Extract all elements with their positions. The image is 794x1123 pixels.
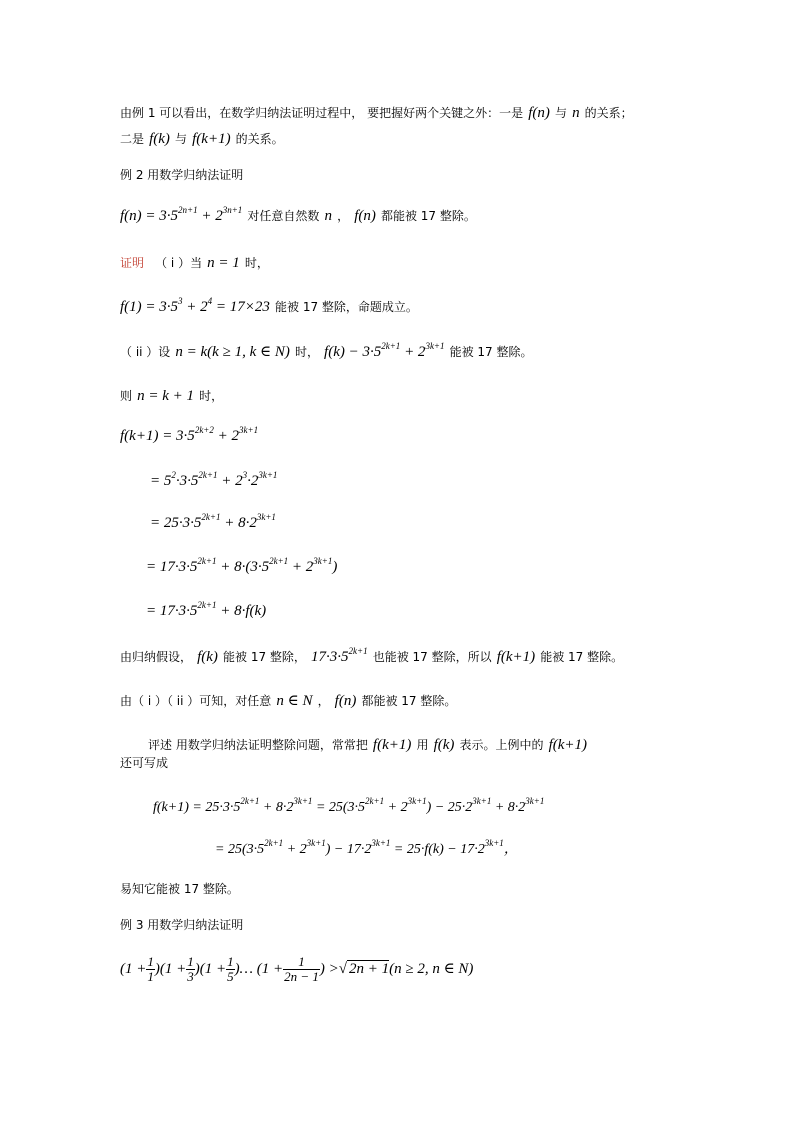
text: 评述 用数学归纳法证明整除问题，常常把 (148, 738, 368, 752)
text: 由例 1 可以看出，在数学归纳法证明过程中， 要把握好两个关键之外：一是 (120, 106, 524, 120)
fraction (226, 955, 235, 984)
text: 都能被 17 整除。 (380, 209, 476, 223)
exponent: 2k+1 (197, 556, 217, 566)
exponent: 2k+1 (381, 341, 401, 351)
math: n = 1 (207, 255, 240, 271)
text: （ i ）当 (155, 256, 203, 270)
math-part: + 8·f(k) (216, 603, 267, 619)
math-part: (1 + (120, 960, 147, 977)
math-part: = 5 (150, 473, 172, 489)
comment-equation-2 (215, 838, 518, 858)
exponent: 2k+1 (348, 646, 368, 656)
math-part: = 25(3·5 (312, 800, 366, 815)
math-part: ·2 (247, 473, 259, 489)
math-part: (n ≥ 2, n ∈ N) (389, 960, 474, 977)
exponent: 3k+1 (258, 470, 278, 480)
text: （ ii ）设 (120, 345, 171, 359)
proof-step-2 (120, 341, 533, 361)
text: 也能被 17 整除，所以 (372, 650, 492, 664)
math-part: = 17·3·5 (146, 559, 198, 575)
math-part: ) − 17·2 (325, 842, 372, 857)
numerator: 1 (147, 954, 154, 969)
math-part: )… (1 + (234, 960, 284, 977)
math: f(n) (334, 693, 357, 709)
math-part: = 25·3·5 (150, 515, 202, 531)
math (120, 205, 243, 224)
text: 能被 17 整除， (223, 650, 306, 664)
math: f(k) (433, 737, 455, 753)
denominator: 5 (227, 969, 234, 984)
exponent: 4 (207, 296, 213, 306)
text: 由归纳假设， (120, 650, 193, 664)
math-part: + 8·2 (491, 800, 526, 815)
math-part: )(1 + (154, 960, 187, 977)
math-part: ·3·5 (175, 473, 199, 489)
exponent: 2k+1 (365, 796, 385, 806)
math: n (324, 208, 333, 224)
exponent: 3k+1 (484, 838, 504, 848)
math-part: f(n) = 3·5 (120, 208, 179, 224)
denominator: 1 (147, 969, 154, 984)
exponent: 3k+1 (256, 512, 276, 522)
math-part: ) − 25·2 (426, 800, 473, 815)
text: 的关系。 (235, 132, 284, 146)
equation-4 (146, 556, 337, 576)
text: 能被 17 整除。 (449, 345, 533, 359)
comment-line-1 (148, 734, 587, 754)
text: 时， (199, 389, 224, 403)
math: f(k+1) (548, 737, 588, 753)
text: 由（ i ）（ ii ）可知，对任意 (120, 694, 272, 708)
comment-equation-1 (153, 796, 544, 816)
math-part: f(1) = 3·5 (120, 299, 179, 315)
denominator: 2n − 1 (284, 969, 319, 984)
math-part: + 8·2 (259, 800, 294, 815)
exponent: 2k+1 (201, 512, 221, 522)
exponent: 3k+1 (293, 796, 313, 806)
sqrt-symbol: √ (338, 960, 347, 977)
text: 则 (120, 389, 133, 403)
math: n (572, 105, 580, 121)
equation-5 (146, 600, 266, 620)
math-part: f(k) − 3·5 (324, 344, 382, 360)
conclusion-line (120, 690, 456, 710)
math-part: + 2 (217, 473, 243, 489)
text: 能被 17 整除，命题成立。 (275, 300, 418, 314)
math-part: ， (503, 842, 518, 857)
text: 能被 17 整除。 (540, 650, 624, 664)
intro-line-1 (120, 102, 633, 122)
math-part: + 2 (197, 208, 223, 224)
math-part: ) (332, 559, 338, 575)
math-part: + 2 (182, 299, 208, 315)
math: n ∈ N (276, 693, 313, 709)
math (311, 646, 368, 665)
math-part: 17·3·5 (311, 649, 349, 665)
fraction (146, 955, 155, 984)
text: 与 (554, 106, 567, 120)
exponent: 2k+1 (240, 796, 260, 806)
exponent: 3k+1 (425, 341, 445, 351)
numerator: 1 (187, 954, 194, 969)
exponent: 3 (178, 296, 183, 306)
proof-then (120, 385, 223, 405)
math: f(n) (528, 105, 550, 121)
math-part: + 2 (288, 559, 314, 575)
math-part: + 2 (213, 428, 240, 444)
exponent: 2k+2 (194, 425, 214, 435)
math-part: )(1 + (194, 960, 227, 977)
math-part: f(k+1) = 3·5 (120, 428, 195, 444)
comment-tail: 易知它能被 17 整除。 (120, 882, 239, 896)
text: 用 (416, 738, 429, 752)
text: 二是 (120, 132, 145, 146)
numerator: 1 (283, 955, 320, 970)
math-part: = 25·f(k) − 17·2 (390, 842, 485, 857)
math-part: f(k+1) = 25·3·5 (153, 800, 241, 815)
comment-line-2: 还可写成 (120, 756, 169, 770)
math: f(k) (197, 649, 218, 665)
fraction (186, 955, 195, 984)
induction-line (120, 646, 623, 666)
fraction (283, 955, 320, 984)
text: 时， (294, 345, 319, 359)
math: f(k+1) (372, 737, 412, 753)
proof-step-1 (120, 252, 269, 272)
math-part: = 17×23 (212, 299, 270, 315)
math-part: + 8·(3·5 (216, 559, 270, 575)
text: 的关系； (584, 106, 633, 120)
exponent: 3k+1 (371, 838, 391, 848)
math: f(k) (149, 131, 170, 147)
exponent: 3k+1 (239, 425, 259, 435)
math-part: + 8·2 (220, 515, 257, 531)
text: 表示。上例中的 (459, 738, 544, 752)
math: n = k + 1 (137, 388, 195, 404)
math: f(k+1) (192, 131, 231, 147)
math-part: + 2 (283, 842, 307, 857)
equation-2 (150, 470, 277, 490)
exponent: 2k+1 (269, 556, 289, 566)
exponent: 3k+1 (472, 796, 492, 806)
example-2-title: 例 2 用数学归纳法证明 (120, 168, 244, 182)
exponent: 3k+1 (407, 796, 427, 806)
math: f(n) (354, 208, 376, 224)
exponent: 2 (171, 470, 176, 480)
math-part: = 17·3·5 (146, 603, 198, 619)
exponent: 2k+1 (264, 838, 284, 848)
proof-base-case (120, 296, 418, 316)
exponent: 2k+1 (198, 470, 218, 480)
equation-1 (120, 425, 258, 445)
math (324, 341, 445, 360)
math: n = k(k ≥ 1, k ∈ N) (175, 344, 290, 360)
text: 都能被 17 整除。 (361, 694, 457, 708)
proof-label: 证明 (120, 256, 145, 270)
radicand: 2n + 1 (348, 960, 390, 977)
exponent: 2n+1 (178, 205, 198, 215)
text: 对任意自然数 (247, 209, 320, 223)
math-part: + 2 (384, 800, 408, 815)
math-part: = 25(3·5 (215, 842, 265, 857)
text: ， (317, 694, 330, 708)
exponent: 2k+1 (197, 600, 217, 610)
math: f(k+1) (496, 649, 536, 665)
example-3-formula (120, 955, 473, 984)
math-part: + 2 (400, 344, 426, 360)
exponent: 3k+1 (525, 796, 545, 806)
math (120, 296, 270, 315)
numerator: 1 (227, 954, 234, 969)
text: 与 (175, 132, 188, 146)
equation-3 (150, 512, 276, 532)
text: ， (337, 209, 350, 223)
example-3-title: 例 3 用数学归纳法证明 (120, 918, 244, 932)
denominator: 3 (187, 969, 194, 984)
text: 时， (244, 256, 269, 270)
exponent: 3 (242, 470, 248, 480)
exponent: 3n+1 (222, 205, 243, 215)
exponent: 3k+1 (306, 838, 326, 848)
math-part: ) > (319, 960, 339, 977)
example-2-statement (120, 205, 476, 225)
intro-line-2 (120, 128, 284, 148)
exponent: 3k+1 (313, 556, 333, 566)
